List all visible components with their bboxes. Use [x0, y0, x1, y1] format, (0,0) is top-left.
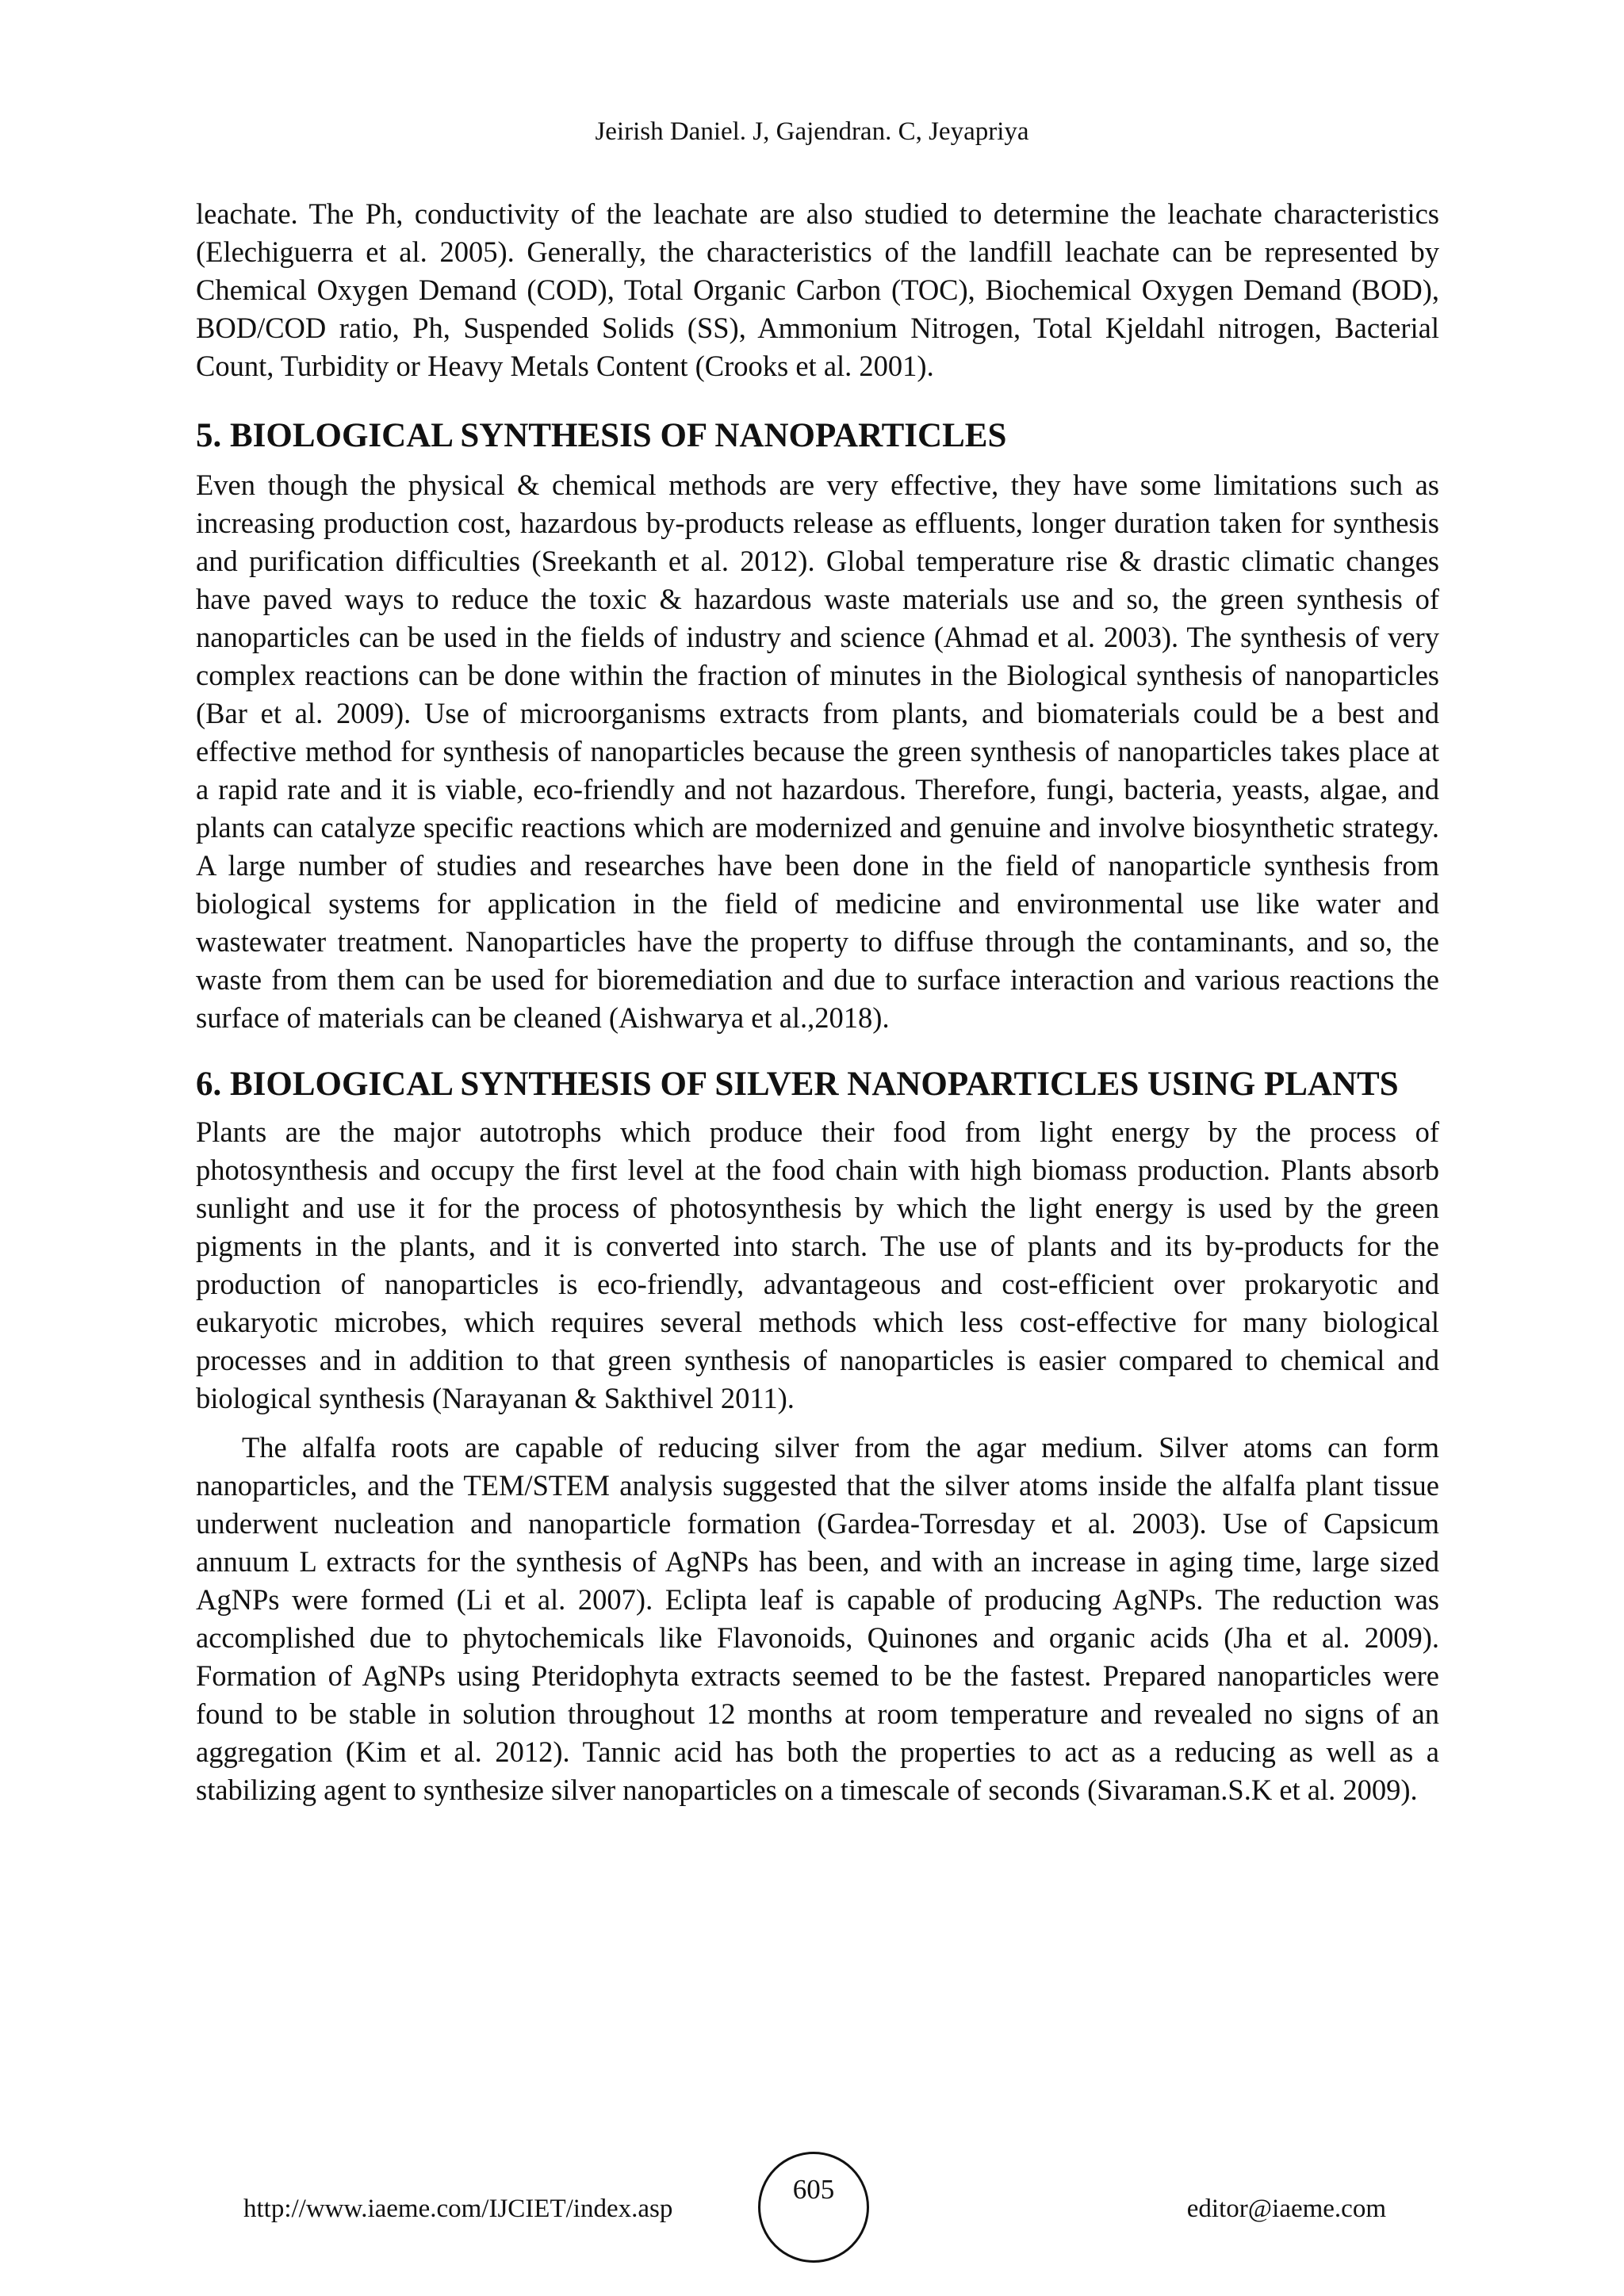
footer-url-link[interactable]: http://www.iaeme.com/IJCIET/index.asp — [243, 2195, 673, 2223]
page-number-badge — [758, 2152, 869, 2263]
article-body — [196, 195, 1439, 1809]
section-5-heading: 5. BIOLOGICAL SYNTHESIS OF NANOPARTICLES — [196, 417, 1007, 454]
section-6-paragraph-1: Plants are the major autotrophs which produce their food from light energy by the process of photosynthesis and occupy the first level at the food chain with high biomass production. Plants absorb sunlight and use it for the process of photosynthesis by which the light energy is used by the green pigments in the plants, and it is converted into starch. The use of plants and its by-products for the production of nanoparticles is eco-friendly, advantageous and cost-efficient over prokaryotic and eukaryotic microbes, which requires several methods which less cost-effective for many biological processes and in addition to that green synthesis of nanoparticles is easier compared to chemical and biological synthesis (Narayanan & Sakthivel 2011). — [196, 1115, 1439, 1414]
section-6-heading: 6. BIOLOGICAL SYNTHESIS OF SILVER NANOPARTICLES USING PLANTS — [196, 1066, 1399, 1103]
section-6-paragraph-2: The alfalfa roots are capable of reducing silver from the agar medium. Silver atoms can form nanoparticles, and the TEM/STEM analysis suggested that the silver atoms inside the alfalfa plant tissue underwent nucleation and nanoparticle formation (Gardea-Torresday et al. 2003). Use of Capsicum annuum L extracts for the synthesis of AgNPs has been, and with an increase in aging time, large sized AgNPs were formed (Li et al. 2007). Eclipta leaf is capable of producing AgNPs. The reduction was accomplished due to phytochemicals like Flavonoids, Quinones and organic acids (Jha et al. 2009). Formation of AgNPs using Pteridophyta extracts seemed to be the fastest. Prepared nanoparticles were found to be stable in solution throughout 12 months at room temperature and revealed no signs of an aggregation (Kim et al. 2012). Tannic acid has both the properties to act as a reducing as well as a stabilizing agent to synthesize silver nanoparticles on a timescale of seconds (Sivaraman.S.K et al. 2009). — [196, 1431, 1439, 1806]
footer-email-link[interactable]: editor@iaeme.com — [1186, 2195, 1386, 2223]
intro-paragraph: leachate. The Ph, conductivity of the leachate are also studied to determine the leachate characteristics (Elechiguerra et al. 2005). Generally, the characteristics of the landfill leachate can be represented by Chemical Oxygen Demand (COD), Total Organic Carbon (TOC), Biochemical Oxygen Demand (BOD), BOD/COD ratio, Ph, Suspended Solids (SS), Ammonium Nitrogen, Total Kjeldahl nitrogen, Bacterial Count, Turbidity or Heavy Metals Content (Crooks et al. 2001). — [196, 197, 1439, 382]
section-5-paragraph: Even though the physical & chemical methods are very effective, they have some limitations such as increasing production cost, hazardous by-products release as effluents, longer duration taken for synthesis and purification difficulties (Sreekanth et al. 2012). Global temperature rise & drastic climatic changes have paved ways to reduce the toxic & hazardous waste materials use and so, the green synthesis of nanoparticles can be used in the fields of industry and science (Ahmad et al. 2003). The synthesis of very complex reactions can be done within the fraction of minutes in the Biological synthesis of nanoparticles (Bar et al. 2009). Use of microorganisms extracts from plants, and biomaterials could be a best and effective method for synthesis of nanoparticles because the green synthesis of nanoparticles takes place at a rapid rate and it is viable, eco-friendly and not hazardous. Therefore, fungi, bacteria, yeasts, algae, and plants can catalyze specific reactions which are modernized and genuine and involve biosynthetic strategy. A large number of studies and researches have been done in the field of nanoparticle synthesis from biological systems for application in the field of medicine and environmental use like water and wastewater treatment. Nanoparticles have the property to diffuse through the contaminants, and so, the waste from them can be used for bioremediation and due to surface interaction and various reactions the surface of materials can be cleaned (Aishwarya et al.,2018). — [196, 469, 1439, 1034]
page-number: 605 — [792, 2174, 835, 2205]
running-header-authors: Jeirish Daniel. J, Gajendran. C, Jeyapriya — [595, 117, 1029, 146]
